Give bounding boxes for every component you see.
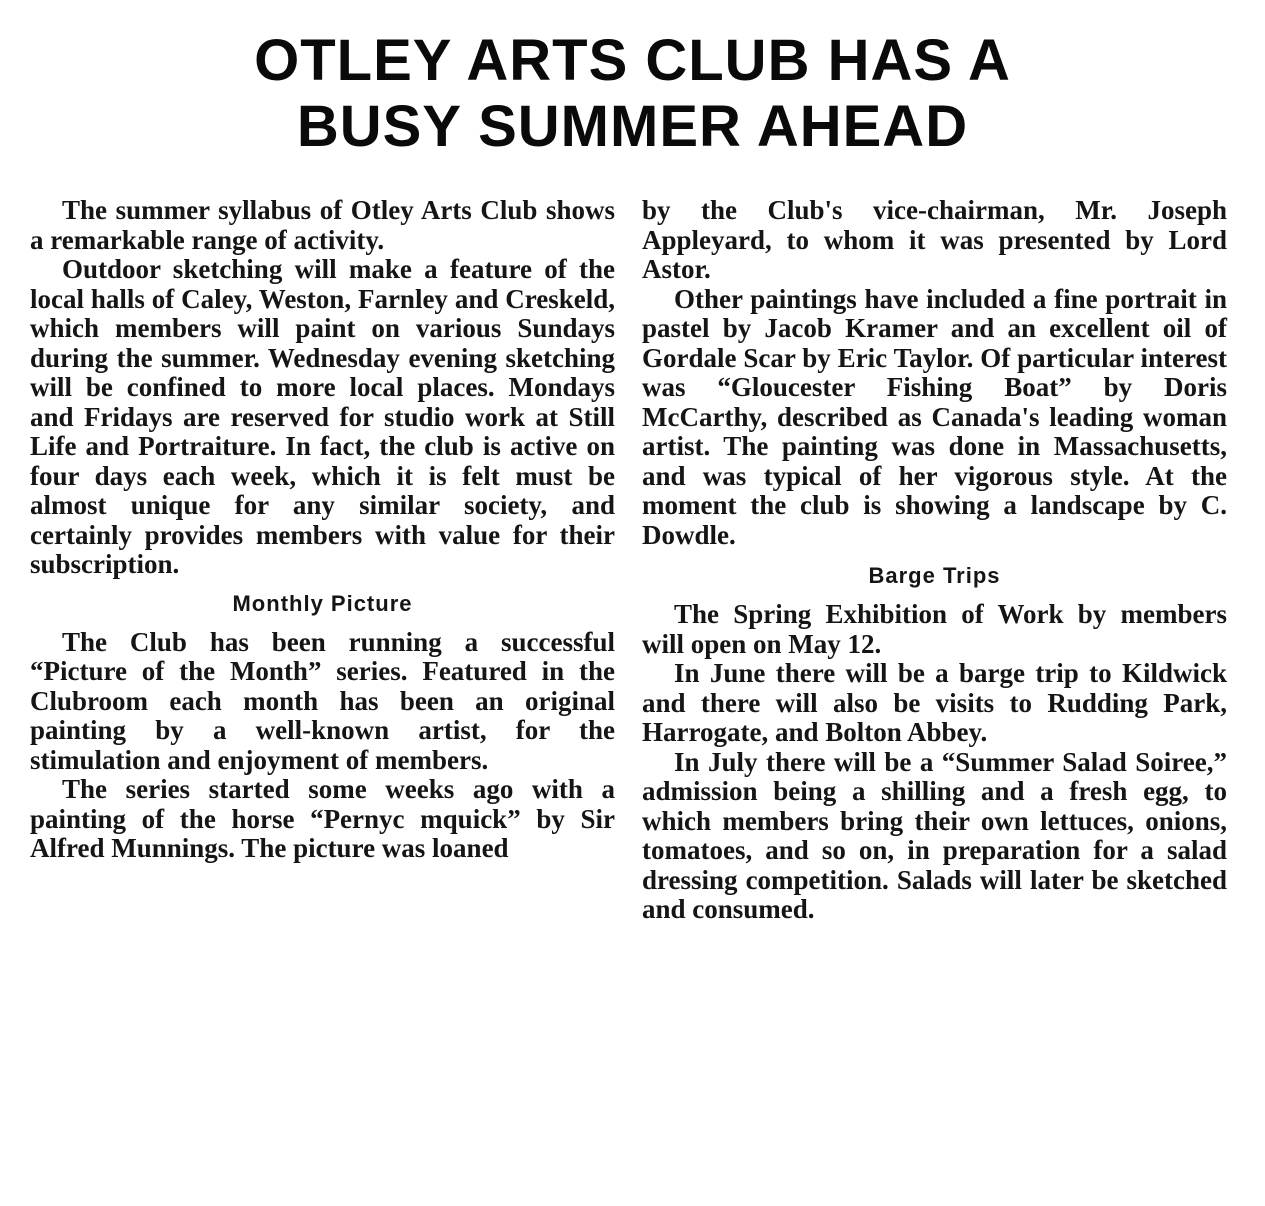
paragraph-outdoor-sketching: Outdoor sketching will make a feature of the local halls of Caley, Weston, Farnley and Creskeld, which members will paint on various Sundays during the summer. Wednesday evening sketching will be confined to more local places. Mondays and Fridays are reserved for studio work at Still Life and Portraiture. In fact, the club is active on four days each week, which it is felt must be almost unique for any similar society, and certainly provides members with value for their subscription. bbox=[30, 254, 615, 579]
paragraph-intro: The summer syllabus of Otley Arts Club shows a remarkable range of activity. bbox=[30, 195, 615, 255]
headline bbox=[30, 28, 1235, 160]
subhead-barge-trips: Barge Trips bbox=[868, 563, 1001, 588]
headline-line-1: OTLEY ARTS CLUB HAS A bbox=[254, 28, 1011, 93]
paragraph-spring-exhibition: The Spring Exhibition of Work by members will open on May 12. bbox=[642, 599, 1227, 659]
paragraph-june-trip: In June there will be a barge trip to Kildwick and there will also be visits to Rudding Park, Harrogate, and Bolton Abbey. bbox=[642, 658, 1227, 747]
headline-line-2: BUSY SUMMER AHEAD bbox=[296, 94, 969, 159]
paragraph-continued: by the Club's vice-chairman, Mr. Joseph Appleyard, to whom it was presented by Lord Astor. bbox=[642, 195, 1227, 284]
paragraph-series-started: The series started some weeks ago with a painting of the horse “Pernyc mquick” by Sir Alfred Munnings. The picture was loaned bbox=[30, 774, 615, 863]
left-column bbox=[30, 196, 615, 864]
right-column bbox=[642, 196, 1227, 925]
newspaper-clipping bbox=[30, 28, 1235, 924]
paragraph-picture-of-month: The Club has been running a successful “Picture of the Month” series. Featured in the Clubroom each month has been an original painting by a well-known artist, for the stimulation and enjoyment of members. bbox=[30, 626, 615, 775]
paragraph-july-soiree: In July there will be a “Summer Salad Soiree,” admission being a shilling and a fresh egg, to which members bring their own lettuces, onions, tomatoes, and so on, in preparation for a salad dressing competition. Salads will later be sketched and consumed. bbox=[642, 746, 1227, 924]
paragraph-other-paintings: Other paintings have included a fine portrait in pastel by Jacob Kramer and an excellent oil of Gordale Scar by Eric Taylor. Of particular interest was “Gloucester Fishing Boat” by Doris McCarthy, described as Canada's leading woman artist. The painting was done in Massachusetts, and was typical of her vigorous style. At the moment the club is showing a landscape by C. Dowdle. bbox=[642, 283, 1227, 550]
subhead-monthly-picture: Monthly Picture bbox=[232, 590, 413, 616]
